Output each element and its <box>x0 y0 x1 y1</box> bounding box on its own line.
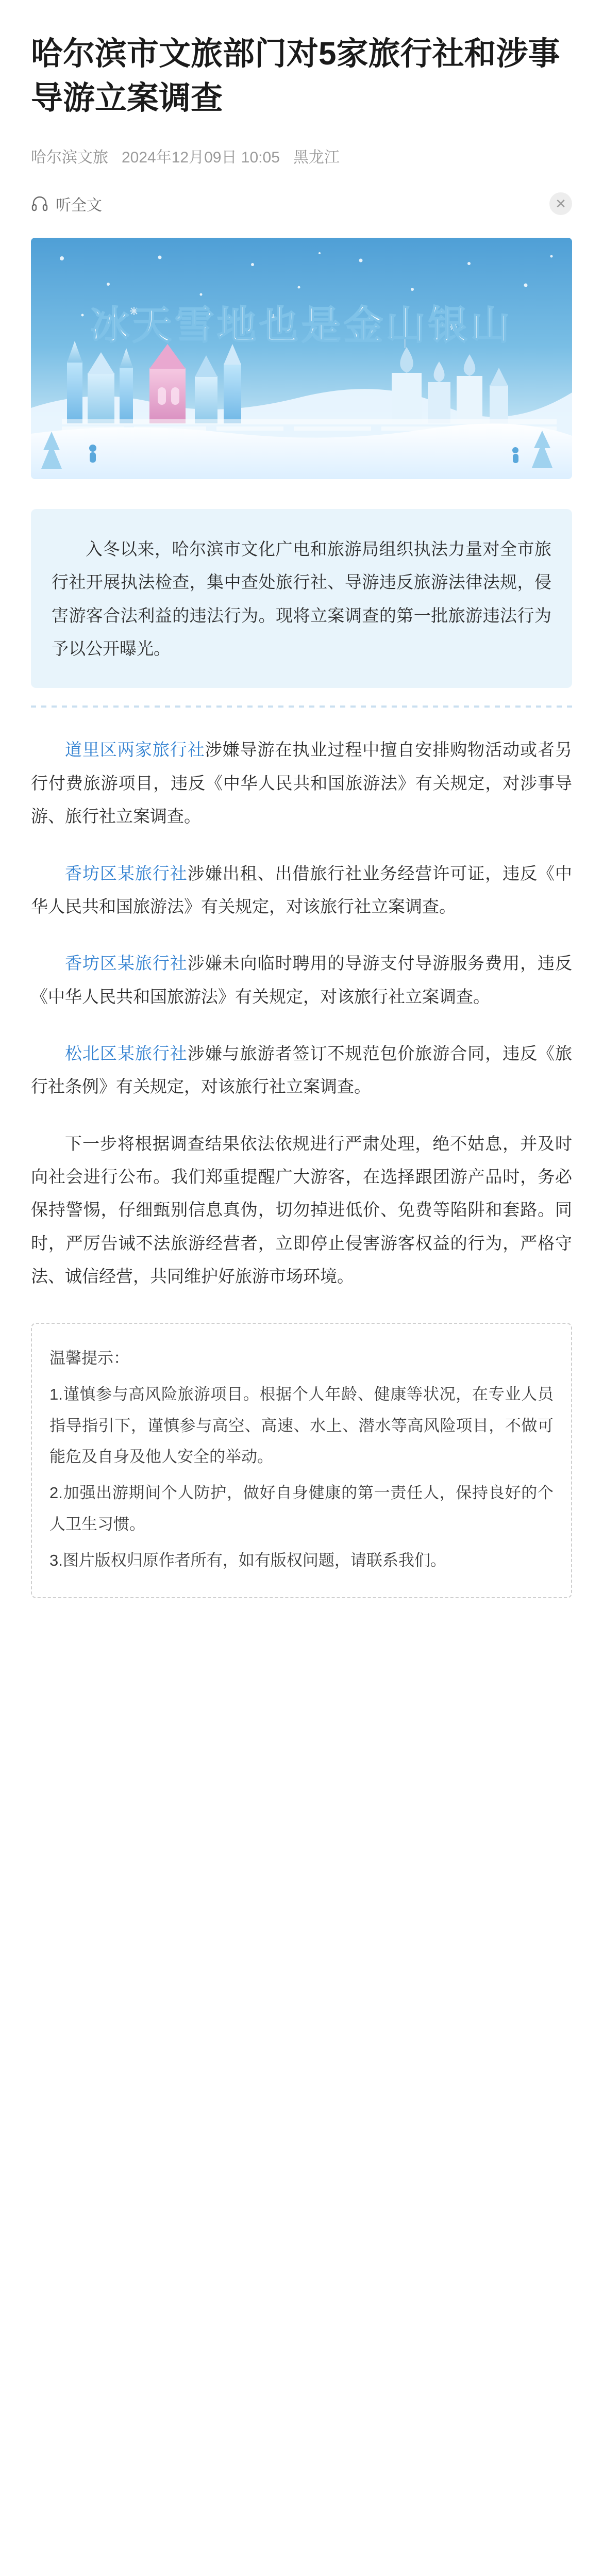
case-highlight-3: 香坊区某旅行社 <box>65 954 188 973</box>
meta-date: 2024年12月09日 10:05 <box>122 149 280 167</box>
case-text-2: 涉嫌出租、出借旅行社业务经营许可证，违反《中华人民共和国旅游法》有关规定，对该旅行社立案调查。 <box>31 863 573 916</box>
tips-item-3: 3.图片版权归原作者所有，如有版权问题，请联系我们。 <box>49 1551 446 1570</box>
case-highlight-4: 松北区某旅行社 <box>65 1043 188 1063</box>
article-meta <box>31 150 572 166</box>
tips-item-2: 2.加强出游期间个人防护，做好自身健康的第一责任人，保持良好的个人卫生习惯。 <box>49 1484 554 1533</box>
case-text-4: 涉嫌与旅游者签订不规范包价旅游合同，违反《旅行社条例》有关规定，对该旅行社立案调查。 <box>31 1043 573 1096</box>
hero-banner <box>31 238 572 479</box>
case-highlight-2: 香坊区某旅行社 <box>65 863 188 883</box>
meta-region: 黑龙江 <box>293 149 340 167</box>
closing-paragraph: 下一步将根据调查结果依法依规进行严肃处理，绝不姑息，并及时向社会进行公布。我们郑重提醒广大游客，在选择跟团游产品时，务必保持警惕，仔细甄别信息真伪，切勿掉进低价、免费等陷阱和套路。同时，严厉告诫不法旅游经营者，立即停止侵害游客权益的行为，严格守法、诚信经营，共同维护好旅游市场环境。 <box>31 1134 572 1286</box>
case-text-3: 涉嫌未向临时聘用的导游支付导游服务费用，违反《中华人民共和国旅游法》有关规定，对该旅行社立案调查。 <box>31 954 573 1006</box>
listen-full-text-button[interactable] <box>31 192 102 215</box>
listen-full-text-label: 听全文 <box>56 197 102 215</box>
case-paragraph-4 <box>31 1037 572 1104</box>
audio-bar <box>31 188 572 219</box>
lead-paragraph-box <box>31 509 572 688</box>
tips-title: 温馨提示： <box>49 1349 129 1368</box>
case-highlight-1: 道里区两家旅行社 <box>65 740 205 760</box>
tips-box <box>31 1323 572 1598</box>
close-glyph: ✕ <box>555 196 566 212</box>
dotted-divider <box>31 705 572 708</box>
lead-paragraph: 入冬以来，哈尔滨市文化广电和旅游局组织执法力量对全市旅行社开展执法检查，集中查处旅行社、导游违反旅游法律法规，侵害游客合法利益的违法行为。现将立案调查的第一批旅游违法行为予以公开曝光。 <box>52 539 551 659</box>
meta-source[interactable]: 哈尔滨文旅 <box>31 149 108 167</box>
page-title: 哈尔滨市文旅部门对5家旅行社和涉事导游立案调查 <box>31 36 560 116</box>
case-paragraph-3 <box>31 947 572 1013</box>
case-paragraph-2 <box>31 857 572 924</box>
tips-item-1: 1.谨慎参与高风险旅游项目。根据个人年龄、健康等状况，在专业人员指导指引下，谨慎参与高空、高速、水上、潜水等高风险项目，不做可能危及自身及他人安全的举动。 <box>49 1385 554 1466</box>
headphone-icon <box>31 195 48 212</box>
case-paragraph-1 <box>31 733 572 833</box>
svg-text:冰天雪地也是金山银山: 冰天雪地也是金山银山 <box>90 304 513 348</box>
case-text-1: 涉嫌导游在执业过程中擅自安排购物活动或者另行付费旅游项目，违反《中华人民共和国旅游法》有关规定，对涉事导游、旅行社立案调查。 <box>31 740 573 826</box>
close-icon[interactable] <box>549 192 572 215</box>
